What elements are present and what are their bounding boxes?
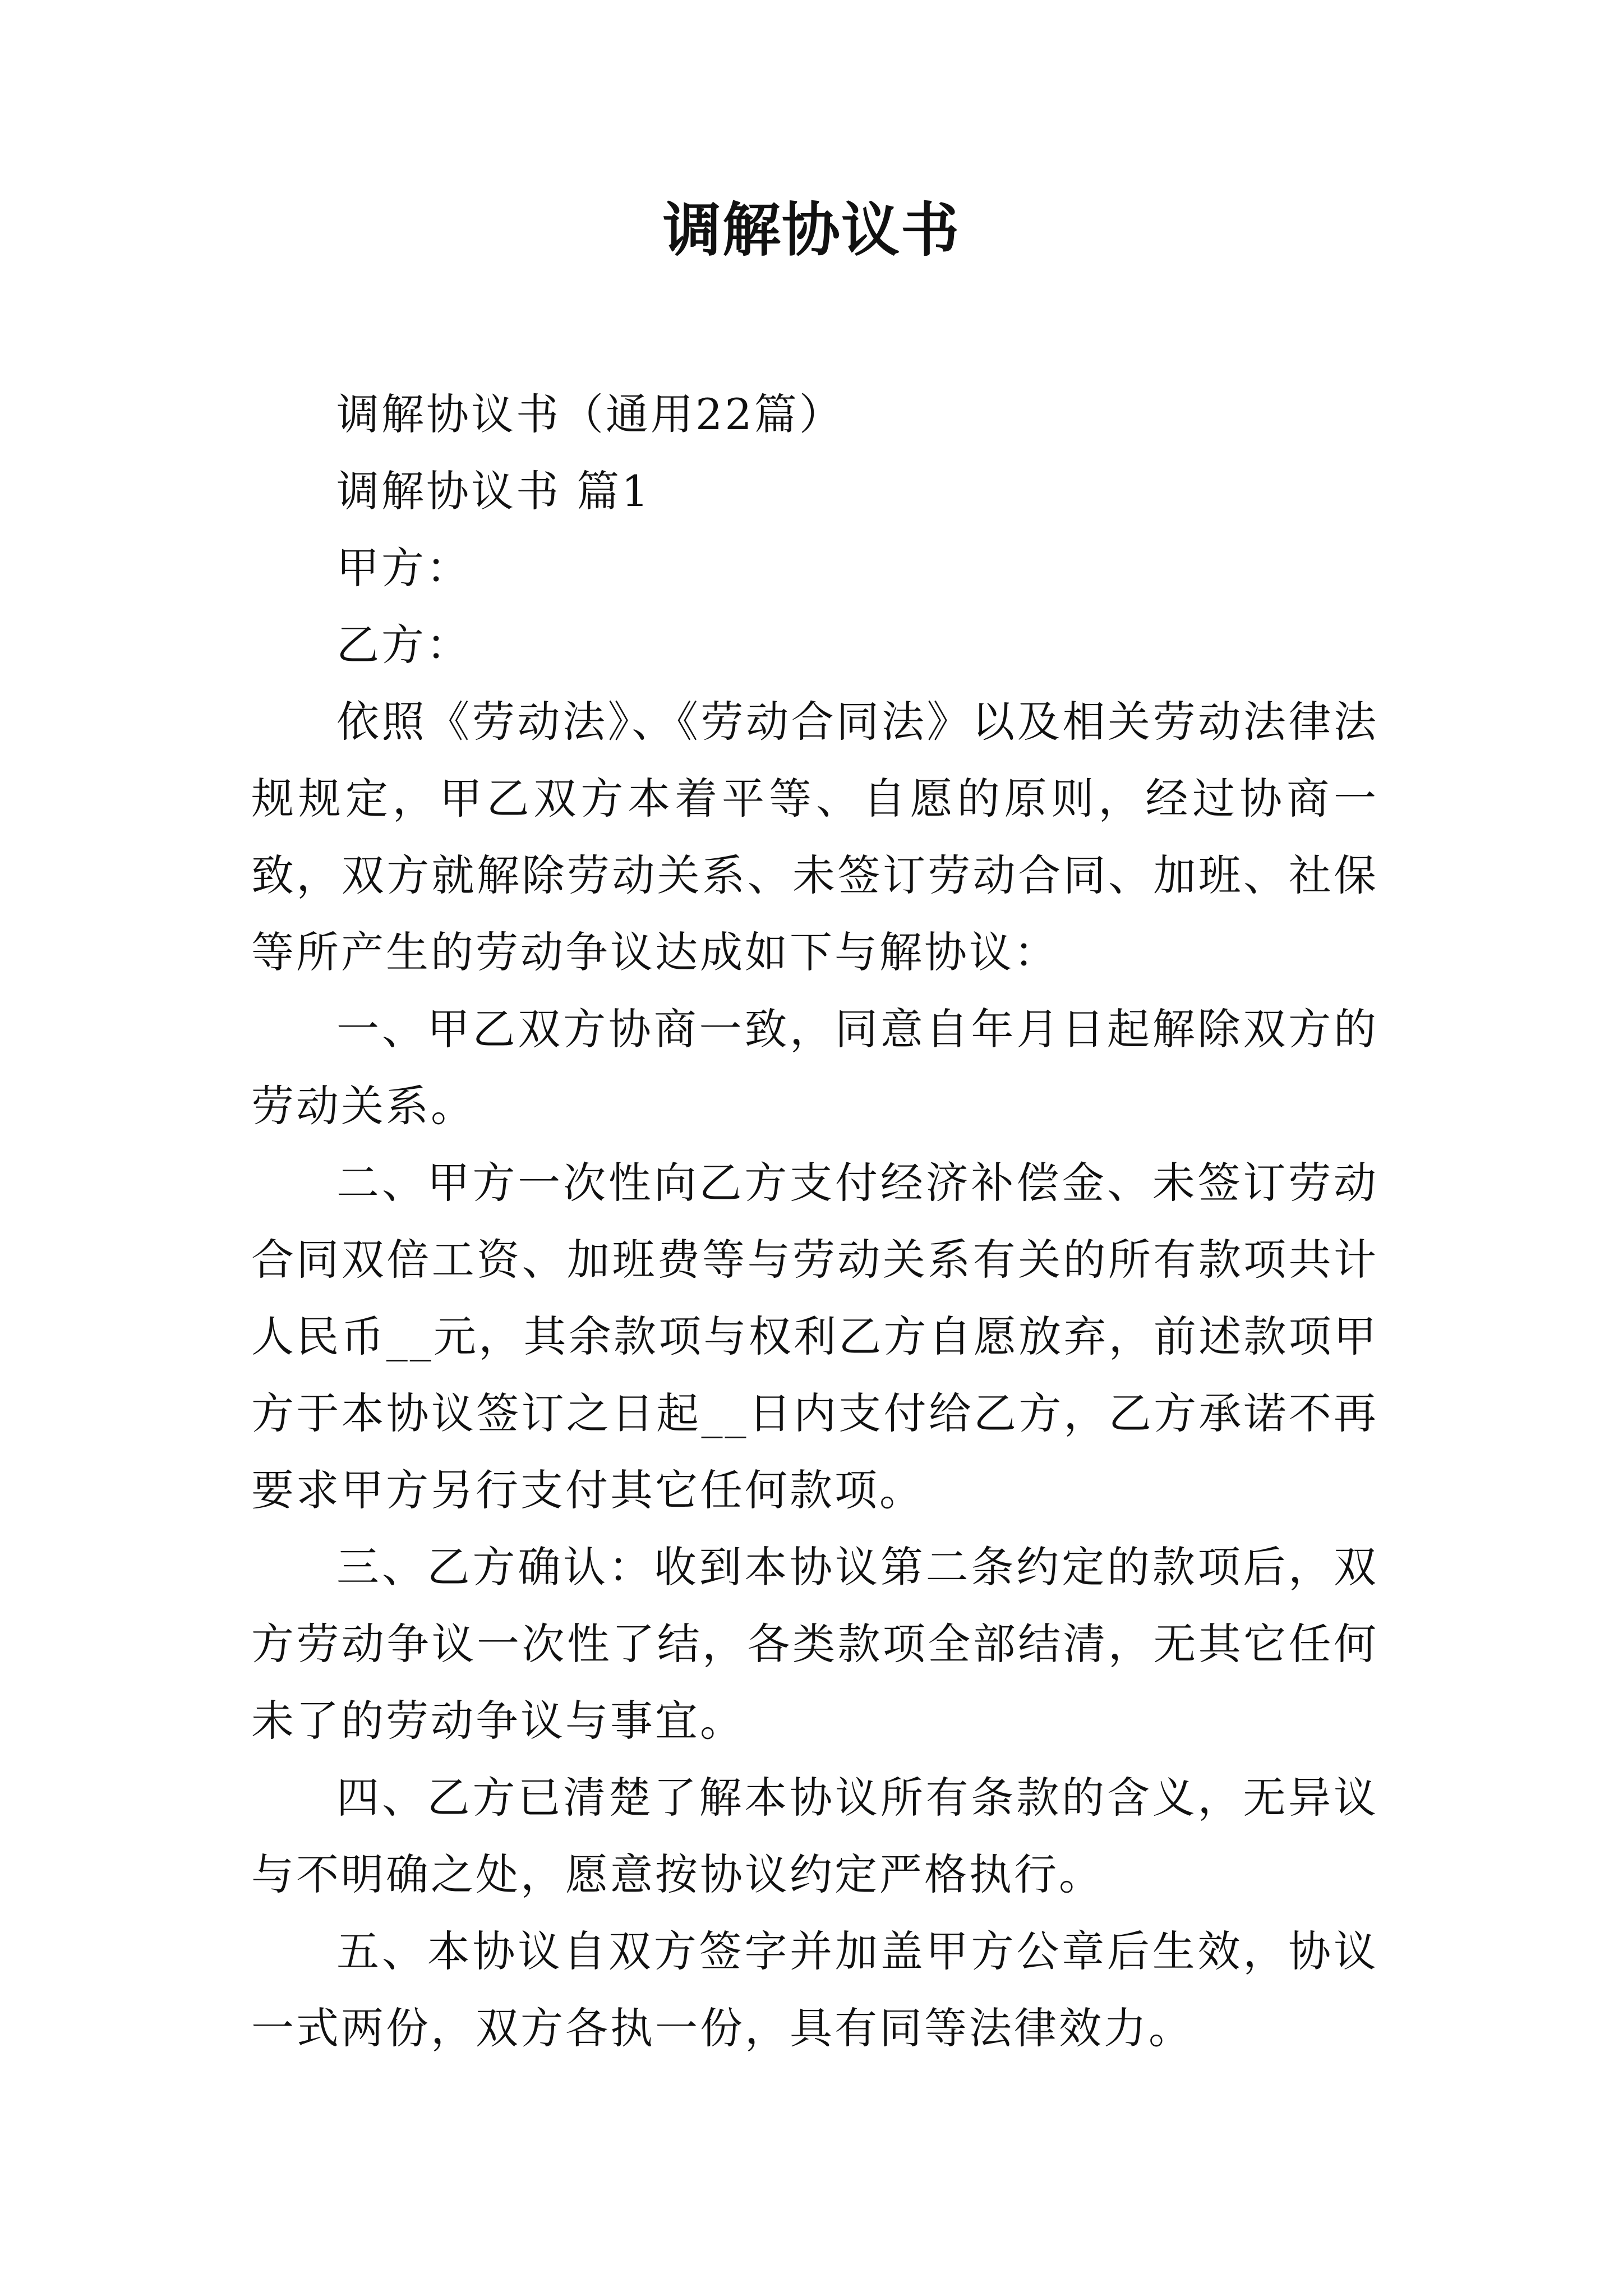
paragraph-clause-2: 二、甲方一次性向乙方支付经济补偿金、未签订劳动合同双倍工资、加班费等与劳动关系有关的所有款项共计人民币__元，其余款项与权利乙方自愿放弃，前述款项甲方于本协议签订之日起__日内支付给乙方，乙方承诺不再要求甲方另行支付其它任何款项。: [251, 1158, 1378, 1515]
document-body: [251, 376, 1378, 2067]
paragraph-clause-1: 一、甲乙双方协商一致，同意自年月日起解除双方的劳动关系。: [251, 1004, 1378, 1131]
paragraph-section-heading: 调解协议书 篇1: [336, 466, 651, 516]
paragraph-clause-4: 四、乙方已清楚了解本协议所有条款的含义，无异议与不明确之处，愿意按协议约定严格执行。: [251, 1773, 1378, 1899]
paragraph-subtitle: 调解协议书（通用22篇）: [336, 389, 844, 439]
paragraph-party-b: 乙方：: [336, 620, 471, 670]
document-title: 调解协议书: [662, 195, 960, 264]
paragraph-clause-5: 五、本协议自双方签字并加盖甲方公章后生效，协议一式两份，双方各执一份，具有同等法律效力。: [251, 1926, 1378, 2053]
paragraph-party-a: 甲方：: [336, 543, 471, 593]
paragraph-preamble: 依照《劳动法》、《劳动合同法》以及相关劳动法律法规规定，甲乙双方本着平等、自愿的原则，经过协商一致，双方就解除劳动关系、未签订劳动合同、加班、社保等所产生的劳动争议达成如下与解协议：: [251, 697, 1378, 977]
paragraph-clause-3: 三、乙方确认：收到本协议第二条约定的款项后，双方劳动争议一次性了结，各类款项全部结清，无其它任何未了的劳动争议与事宜。: [251, 1542, 1378, 1746]
